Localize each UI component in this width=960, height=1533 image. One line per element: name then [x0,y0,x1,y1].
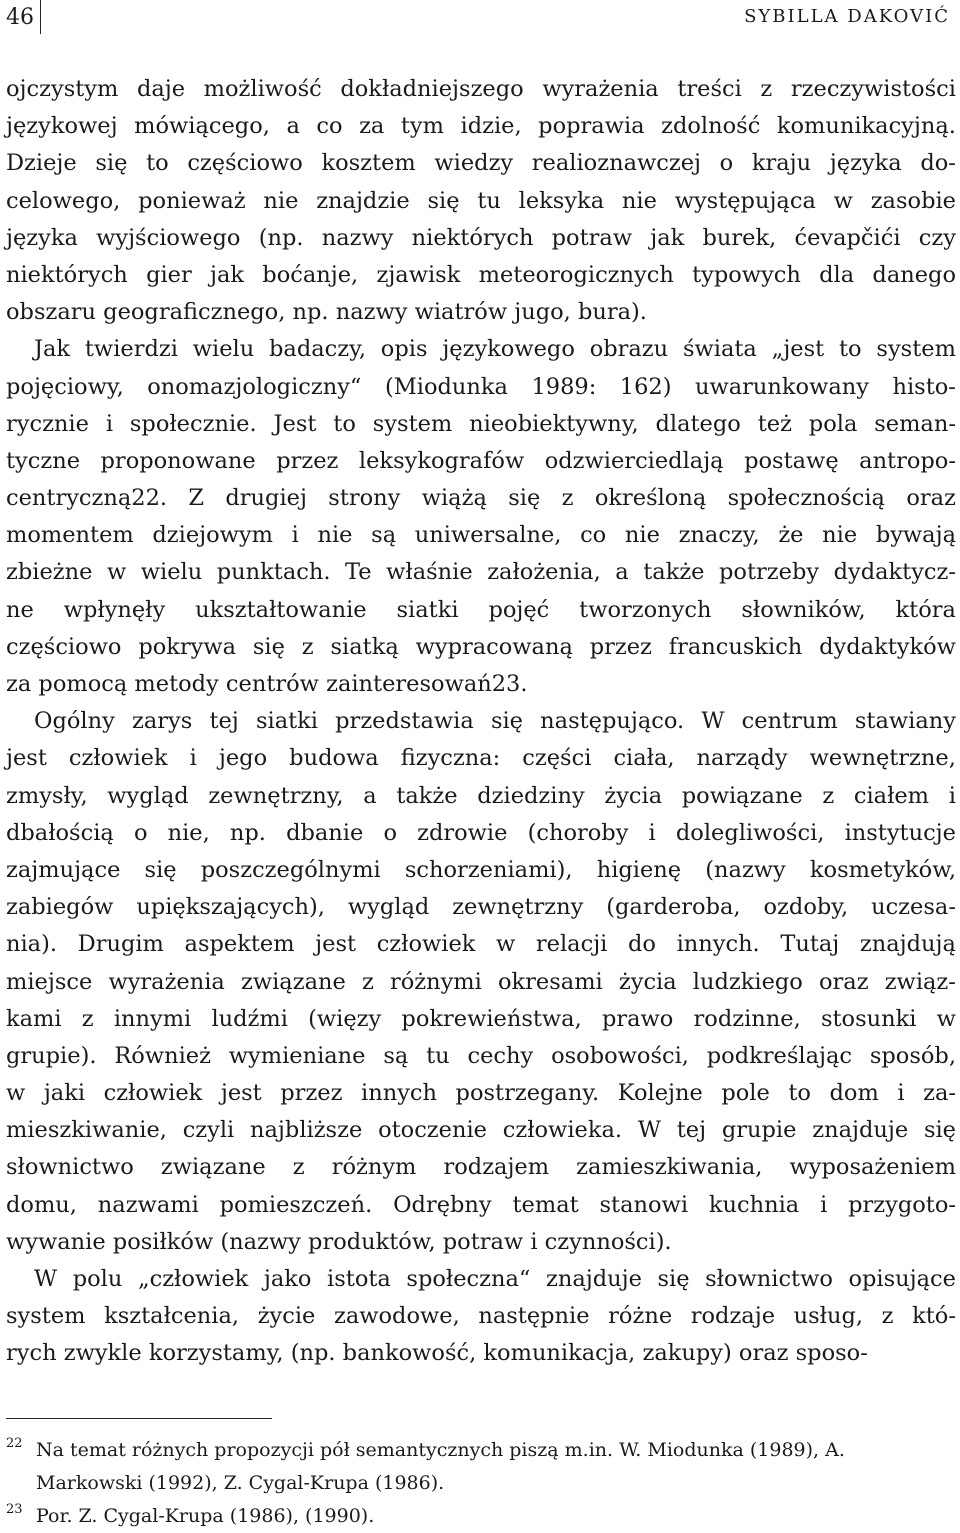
text-line: system kształcenia, życie zawodowe, następnie różne rodzaje usług, z któ- [6,1303,956,1330]
text-line: grupie). Również wymieniane są tu cechy osobowości, podkreślając sposób, [6,1042,956,1069]
footnote [6,1500,956,1533]
footnotes [6,1434,956,1533]
text-line: pojęciowy, onomazjologiczny“ (Miodunka 1989: 162) uwarunkowany histo- [6,373,956,400]
text-line: nia). Drugim aspektem jest człowiek w relacji do innych. Tutaj znajdują [6,931,956,958]
text-line: zabiegów upiększających), wygląd zewnętrzny (garderoba, ozdoby, uczesa- [6,894,956,921]
text-line: obszaru geograficznego, np. nazwy wiatrów jugo, bura). [6,299,647,326]
text-line: celowego, ponieważ nie znajdzie się tu leksyka nie występująca w zasobie [6,187,956,214]
text-line: językowej mówiącego, a co za tym idzie, poprawia zdolność komunikacyjną. [6,113,956,140]
text-line: ojczystym daje możliwość dokładniejszego wyrażenia treści z rzeczywistości [6,76,956,102]
footnote-text: Por. Z. Cygal-Krupa (1986), (1990). [36,1505,375,1527]
text-line: mieszkiwanie, czyli najbliższe otoczenie człowieka. W tej grupie znajduje się [6,1117,956,1144]
footnote-number: 22 [6,1436,23,1451]
text-line: języka wyjściowego (np. nazwy niektórych potraw jak burek, ćevapčići czy [6,224,956,251]
text-line: dbałością o nie, np. dbanie o zdrowie (choroby i dolegliwości, instytucje [6,819,956,846]
text-line: słownictwo związane z różnym rodzajem zamieszkiwania, wyposażeniem [6,1154,956,1181]
text-line: zmysły, wygląd zewnętrzny, a także dziedziny życia powiązane z ciałem i [6,782,956,809]
text-line: Ogólny zarys tej siatki przedstawia się następująco. W centrum stawiany [34,708,956,735]
page-number: 46 [6,5,34,30]
text-line: tyczne proponowane przez leksykografów odzwierciedlają postawę antropo- [6,447,956,474]
text-line: W polu „człowiek jako istota społeczna“ znajduje się słownictwo opisujące [34,1266,956,1292]
running-head: SYBILLA DAKOVIĆ [744,6,950,27]
text-line: kami z innymi ludźmi (więzy pokrewieństwa, prawo rodzinne, stosunki w [6,1005,956,1032]
footnote [6,1434,956,1500]
text-line: ne wpłynęły ukształtowanie siatki pojęć tworzonych słowników, która [6,596,956,623]
text-line: zbieżne w wielu punktach. Te właśnie założenia, a także potrzeby dydaktycz- [6,559,956,586]
body-text [6,71,956,1373]
page-header [0,0,960,40]
text-line: jest człowiek i jego budowa fizyczna: części ciała, narządy wewnętrzne, [6,745,956,772]
text-line: wywanie posiłków (nazwy produktów, potraw i czynności). [6,1228,672,1255]
text-line: momentem dziejowym i nie są uniwersalne, co nie znaczy, że nie bywają [6,522,956,549]
text-line: częściowo pokrywa się z siatką wypracowaną przez francuskich dydaktyków [6,633,956,660]
header-divider [40,0,41,34]
text-line: miejsce wyrażenia związane z różnymi okresami życia ludzkiego oraz związ- [6,968,956,995]
footnote-number: 23 [6,1502,23,1517]
text-line: domu, nazwami pomieszczeń. Odrębny temat stanowi kuchnia i przygoto- [6,1191,956,1218]
text-line: Dzieje się to częściowo kosztem wiedzy realioznawczej o kraju języka do- [6,150,956,177]
footnote-divider [6,1418,272,1419]
text-line: niektórych gier jak boćanje, zjawisk meteorogicznych typowych dla danego [6,261,956,288]
text-line: centryczną22. Z drugiej strony wiążą się z określoną społecznością oraz [6,485,956,512]
text-line: Jak twierdzi wielu badaczy, opis językowego obrazu świata „jest to system [34,336,956,363]
text-line: rycznie i społecznie. Jest to system nieobiektywny, dlatego też pola seman- [6,410,956,437]
text-line: zajmujące się poszczególnymi schorzeniami), higienę (nazwy kosmetyków, [6,856,956,883]
text-line: rych zwykle korzystamy, (np. bankowość, komunikacja, zakupy) oraz sposo- [6,1340,868,1367]
footnote-text: Na temat różnych propozycji pół semantycznych piszą m.in. W. Miodunka (1989), A. Markowski (1992), Z. Cygal-Krupa (1986). [36,1439,845,1494]
text-line: za pomocą metody centrów zainteresowań23. [6,671,528,697]
text-line: w jaki człowiek jest przez innych postrzegany. Kolejne pole to dom i za- [6,1080,956,1107]
